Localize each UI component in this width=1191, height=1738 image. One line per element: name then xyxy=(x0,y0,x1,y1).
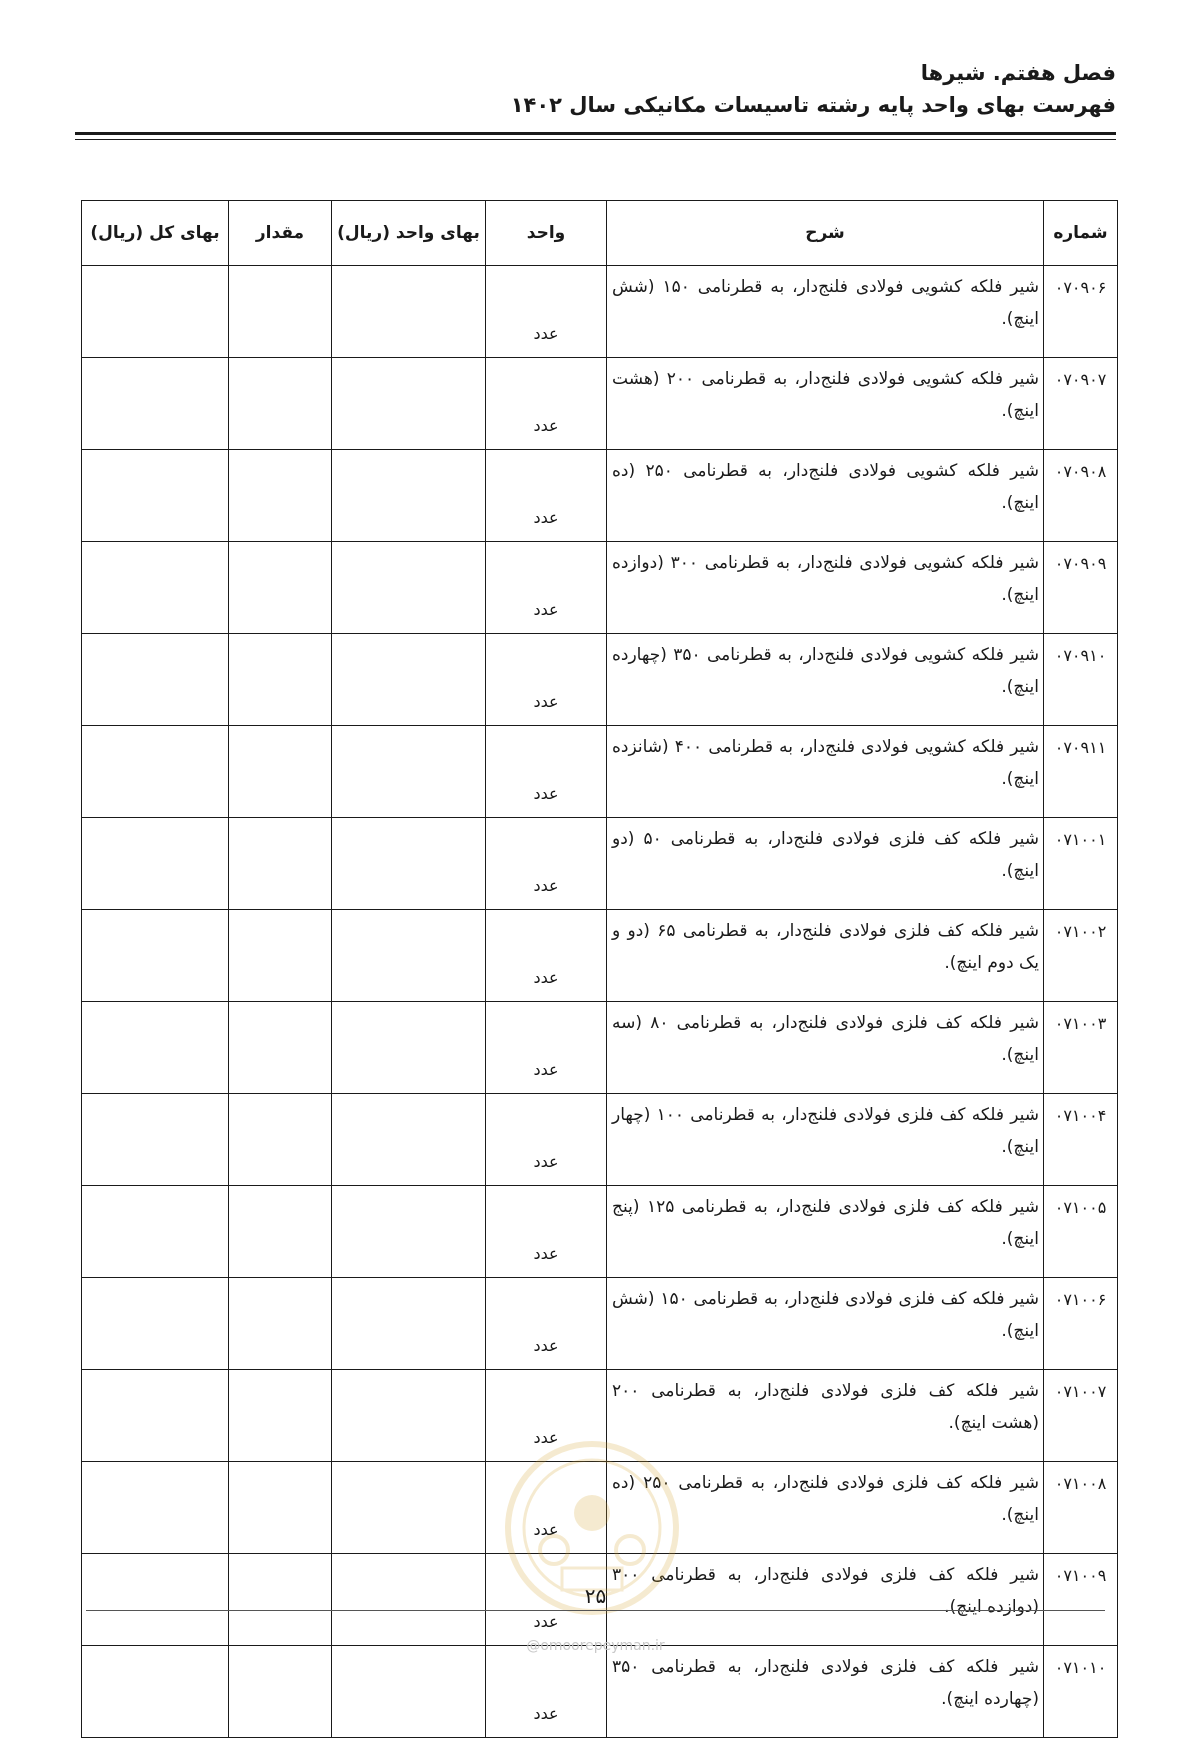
item-unit: عدد xyxy=(486,726,607,818)
table-row xyxy=(82,266,1118,358)
price-list-table xyxy=(81,200,1118,1738)
item-unit-price xyxy=(332,1094,486,1186)
item-number: ۰۷۰۹۰۶ xyxy=(1044,266,1118,358)
header-quantity: مقدار xyxy=(229,201,332,266)
item-number: ۰۷۱۰۰۳ xyxy=(1044,1002,1118,1094)
item-unit: عدد xyxy=(486,1462,607,1554)
item-quantity xyxy=(229,450,332,542)
item-total-price xyxy=(82,910,229,1002)
item-number: ۰۷۱۰۰۲ xyxy=(1044,910,1118,1002)
item-total-price xyxy=(82,450,229,542)
table-header-row xyxy=(82,201,1118,266)
table-row xyxy=(82,542,1118,634)
item-description: شیر فلکه کف فلزی فولادی فلنج‌دار، به قطرنامی ۳۵۰ (چهارده اینچ). xyxy=(607,1646,1044,1738)
item-quantity xyxy=(229,634,332,726)
item-total-price xyxy=(82,818,229,910)
table-row xyxy=(82,358,1118,450)
table-row xyxy=(82,910,1118,1002)
item-number: ۰۷۰۹۰۹ xyxy=(1044,542,1118,634)
item-total-price xyxy=(82,726,229,818)
item-unit-price xyxy=(332,1646,486,1738)
table-row xyxy=(82,818,1118,910)
item-description: شیر فلکه کف فلزی فولادی فلنج‌دار، به قطرنامی ۱۰۰ (چهار اینچ). xyxy=(607,1094,1044,1186)
item-total-price xyxy=(82,1094,229,1186)
item-unit: عدد xyxy=(486,910,607,1002)
table-row xyxy=(82,1094,1118,1186)
item-number: ۰۷۱۰۰۶ xyxy=(1044,1278,1118,1370)
item-unit-price xyxy=(332,1002,486,1094)
item-unit-price xyxy=(332,634,486,726)
item-unit: عدد xyxy=(486,1646,607,1738)
item-quantity xyxy=(229,910,332,1002)
item-number: ۰۷۱۰۰۸ xyxy=(1044,1462,1118,1554)
item-total-price xyxy=(82,1186,229,1278)
item-number: ۰۷۱۰۱۰ xyxy=(1044,1646,1118,1738)
table-row xyxy=(82,450,1118,542)
item-unit: عدد xyxy=(486,266,607,358)
item-total-price xyxy=(82,1462,229,1554)
item-unit: عدد xyxy=(486,1186,607,1278)
item-unit-price xyxy=(332,1370,486,1462)
item-description: شیر فلکه کف فلزی فولادی فلنج‌دار، به قطرنامی ۱۲۵ (پنج اینچ). xyxy=(607,1186,1044,1278)
item-unit: عدد xyxy=(486,450,607,542)
item-description: شیر فلکه کف فلزی فولادی فلنج‌دار، به قطرنامی ۶۵ (دو و یک دوم اینچ). xyxy=(607,910,1044,1002)
item-quantity xyxy=(229,358,332,450)
item-number: ۰۷۱۰۰۵ xyxy=(1044,1186,1118,1278)
item-number: ۰۷۱۰۰۷ xyxy=(1044,1370,1118,1462)
table-row xyxy=(82,634,1118,726)
item-unit-price xyxy=(332,818,486,910)
header-description: شرح xyxy=(607,201,1044,266)
item-unit: عدد xyxy=(486,1278,607,1370)
item-unit: عدد xyxy=(486,1370,607,1462)
table-row xyxy=(82,1278,1118,1370)
page-header xyxy=(511,58,1116,122)
item-description: شیر فلکه کف فلزی فولادی فلنج‌دار، به قطرنامی ۱۵۰ (شش اینچ). xyxy=(607,1278,1044,1370)
table-row xyxy=(82,1646,1118,1738)
item-number: ۰۷۱۰۰۴ xyxy=(1044,1094,1118,1186)
item-total-price xyxy=(82,634,229,726)
item-unit-price xyxy=(332,450,486,542)
item-unit-price xyxy=(332,266,486,358)
table-row xyxy=(82,1186,1118,1278)
item-description: شیر فلکه کشویی فولادی فلنج‌دار، به قطرنامی ۲۰۰ (هشت اینچ). xyxy=(607,358,1044,450)
item-unit-price xyxy=(332,910,486,1002)
item-quantity xyxy=(229,1462,332,1554)
item-quantity xyxy=(229,266,332,358)
item-total-price xyxy=(82,542,229,634)
item-quantity xyxy=(229,1278,332,1370)
item-unit-price xyxy=(332,726,486,818)
header-total-price: بهای کل (ریال) xyxy=(82,201,229,266)
item-quantity xyxy=(229,1186,332,1278)
item-number: ۰۷۰۹۰۷ xyxy=(1044,358,1118,450)
item-description: شیر فلکه کف فلزی فولادی فلنج‌دار، به قطرنامی ۵۰ (دو اینچ). xyxy=(607,818,1044,910)
footer-rule xyxy=(86,1610,1105,1611)
item-total-price xyxy=(82,1646,229,1738)
item-unit-price xyxy=(332,1462,486,1554)
header-number: شماره xyxy=(1044,201,1118,266)
site-watermark: @omoorepeyman.ir xyxy=(526,1638,665,1654)
item-total-price xyxy=(82,266,229,358)
chapter-title: فصل هفتم. شیرها xyxy=(920,61,1116,85)
item-total-price xyxy=(82,1002,229,1094)
item-number: ۰۷۰۹۱۰ xyxy=(1044,634,1118,726)
item-description: شیر فلکه کف فلزی فولادی فلنج‌دار، به قطرنامی ۲۵۰ (ده اینچ). xyxy=(607,1462,1044,1554)
header-unit: واحد xyxy=(486,201,607,266)
item-unit: عدد xyxy=(486,542,607,634)
item-unit-price xyxy=(332,1186,486,1278)
item-description: شیر فلکه کشویی فولادی فلنج‌دار، به قطرنامی ۲۵۰ (ده اینچ). xyxy=(607,450,1044,542)
item-unit-price xyxy=(332,1278,486,1370)
item-unit: عدد xyxy=(486,1554,607,1646)
item-quantity xyxy=(229,1002,332,1094)
table-body xyxy=(82,266,1118,1738)
item-total-price xyxy=(82,1278,229,1370)
item-quantity xyxy=(229,818,332,910)
item-total-price xyxy=(82,1370,229,1462)
table-row xyxy=(82,1002,1118,1094)
table-row xyxy=(82,1462,1118,1554)
item-total-price xyxy=(82,358,229,450)
item-number: ۰۷۱۰۰۱ xyxy=(1044,818,1118,910)
item-quantity xyxy=(229,726,332,818)
item-unit-price xyxy=(332,542,486,634)
item-number: ۰۷۰۹۱۱ xyxy=(1044,726,1118,818)
item-unit: عدد xyxy=(486,1094,607,1186)
item-description: شیر فلکه کف فلزی فولادی فلنج‌دار، به قطرنامی ۲۰۰ (هشت اینچ). xyxy=(607,1370,1044,1462)
header-unit-price: بهای واحد (ریال) xyxy=(332,201,486,266)
item-unit: عدد xyxy=(486,1002,607,1094)
header-rule-thick xyxy=(75,132,1116,135)
table-row xyxy=(82,726,1118,818)
item-description: شیر فلکه کف فلزی فولادی فلنج‌دار، به قطرنامی ۸۰ (سه اینچ). xyxy=(607,1002,1044,1094)
item-quantity xyxy=(229,542,332,634)
item-unit: عدد xyxy=(486,818,607,910)
item-number: ۰۷۰۹۰۸ xyxy=(1044,450,1118,542)
item-quantity xyxy=(229,1370,332,1462)
item-number: ۰۷۱۰۰۹ xyxy=(1044,1554,1118,1646)
item-description: شیر فلکه کشویی فولادی فلنج‌دار، به قطرنامی ۱۵۰ (شش اینچ). xyxy=(607,266,1044,358)
item-description: شیر فلکه کشویی فولادی فلنج‌دار، به قطرنامی ۳۰۰ (دوازده اینچ). xyxy=(607,542,1044,634)
item-quantity xyxy=(229,1094,332,1186)
header-rule-thin xyxy=(75,139,1116,140)
item-unit: عدد xyxy=(486,634,607,726)
item-unit-price xyxy=(332,358,486,450)
item-unit: عدد xyxy=(486,358,607,450)
item-description: شیر فلکه کشویی فولادی فلنج‌دار، به قطرنامی ۴۰۰ (شانزده اینچ). xyxy=(607,726,1044,818)
item-description: شیر فلکه کف فلزی فولادی فلنج‌دار، به قطرنامی ۳۰۰ (دوازده اینچ). xyxy=(607,1554,1044,1646)
document-title: فهرست بهای واحد پایه رشته تاسیسات مکانیکی سال ۱۴۰۲ xyxy=(510,93,1116,117)
page-number: ۲۵ xyxy=(584,1584,607,1608)
item-quantity xyxy=(229,1646,332,1738)
item-description: شیر فلکه کشویی فولادی فلنج‌دار، به قطرنامی ۳۵۰ (چهارده اینچ). xyxy=(607,634,1044,726)
table-row xyxy=(82,1370,1118,1462)
